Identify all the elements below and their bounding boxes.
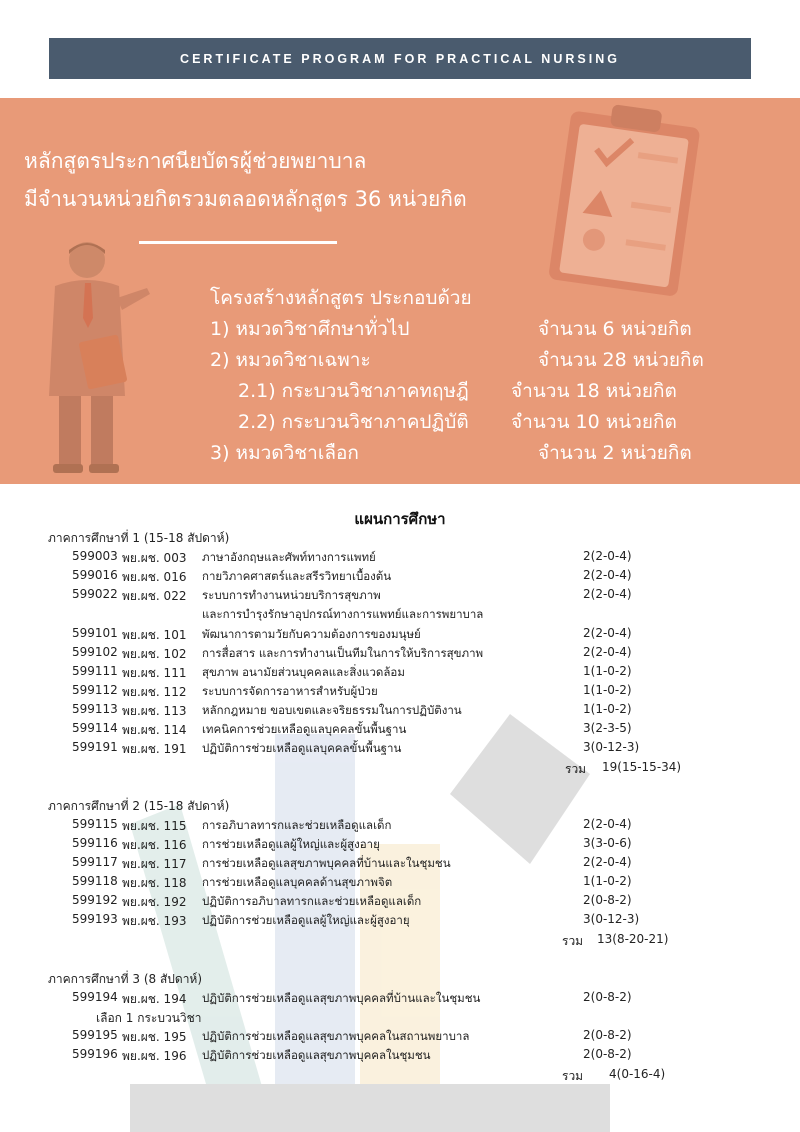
semester-heading: ภาคการศึกษาที่ 2 (15-18 สัปดาห์) bbox=[48, 799, 230, 813]
course-credit: 3(3-0-6) bbox=[583, 836, 632, 850]
course-code: พย.ผช. 196 bbox=[122, 1049, 187, 1063]
course-credit: 2(2-0-4) bbox=[583, 587, 632, 601]
structure-item-label: 1) หมวดวิชาศึกษาทั่วไป bbox=[210, 318, 410, 340]
course-credit: 2(2-0-4) bbox=[583, 855, 632, 869]
course-credit: 3(0-12-3) bbox=[583, 912, 640, 926]
semester-heading: ภาคการศึกษาที่ 1 (15-18 สัปดาห์) bbox=[48, 531, 230, 545]
course-name-continued: และการบำรุงรักษาอุปกรณ์ทางการแพทย์และการพยาบาล bbox=[202, 607, 484, 621]
course-id: 599112 bbox=[72, 683, 118, 697]
course-code: พย.ผช. 115 bbox=[122, 819, 187, 833]
course-code: พย.ผช. 118 bbox=[122, 876, 187, 890]
semester-total-value: 13(8-20-21) bbox=[597, 932, 669, 946]
course-credit: 2(0-8-2) bbox=[583, 1028, 632, 1042]
course-code: พย.ผช. 003 bbox=[122, 551, 187, 565]
course-code: พย.ผช. 195 bbox=[122, 1030, 187, 1044]
course-code: พย.ผช. 022 bbox=[122, 589, 187, 603]
course-name: การสื่อสาร และการทำงานเป็นทีมในการให้บริการสุขภาพ bbox=[202, 646, 484, 660]
course-credit: 1(1-0-2) bbox=[583, 874, 632, 888]
course-credit: 3(2-3-5) bbox=[583, 721, 632, 735]
course-credit: 2(0-8-2) bbox=[583, 1047, 632, 1061]
course-code: พย.ผช. 192 bbox=[122, 895, 187, 909]
course-credit: 2(2-0-4) bbox=[583, 626, 632, 640]
teacher-illustration bbox=[25, 238, 160, 478]
hero-divider bbox=[139, 241, 337, 244]
structure-item-credits: จำนวน 18 หน่วยกิต bbox=[511, 380, 677, 402]
course-credit: 2(2-0-4) bbox=[583, 549, 632, 563]
course-id: 599191 bbox=[72, 740, 118, 754]
course-id: 599115 bbox=[72, 817, 118, 831]
course-name: ระบบการจัดการอาหารสำหรับผู้ป่วย bbox=[202, 684, 378, 698]
structure-item-label: 2.2) กระบวนวิชาภาคปฏิบัติ bbox=[238, 411, 469, 433]
course-code: พย.ผช. 116 bbox=[122, 838, 187, 852]
course-name: ปฏิบัติการช่วยเหลือดูแลผู้ใหญ่และผู้สูงอายุ bbox=[202, 913, 410, 927]
semester-total-label: รวม bbox=[562, 1069, 584, 1083]
course-name: ระบบการทำงานหน่วยบริการสุขภาพ bbox=[202, 588, 381, 602]
course-credit: 2(0-8-2) bbox=[583, 893, 632, 907]
course-id: 599195 bbox=[72, 1028, 118, 1042]
course-name: การช่วยเหลือดูแลสุขภาพบุคคลที่บ้านและในชุมชน bbox=[202, 856, 451, 870]
clipboard-icon bbox=[520, 98, 720, 298]
structure-item-credits: จำนวน 6 หน่วยกิต bbox=[538, 318, 692, 340]
course-id: 599194 bbox=[72, 990, 118, 1004]
course-code: พย.ผช. 114 bbox=[122, 723, 187, 737]
course-id: 599111 bbox=[72, 664, 118, 678]
plan-title: แผนการศึกษา bbox=[354, 510, 446, 528]
course-name: ปฏิบัติการช่วยเหลือดูแลสุขภาพบุคคลในชุมชน bbox=[202, 1048, 431, 1062]
course-name: การอภิบาลทารกและช่วยเหลือดูแลเด็ก bbox=[202, 818, 392, 832]
course-credit: 1(1-0-2) bbox=[583, 702, 632, 716]
hero-section bbox=[0, 98, 800, 484]
course-credit: 2(2-0-4) bbox=[583, 568, 632, 582]
semester-total-value: 19(15-15-34) bbox=[602, 760, 682, 774]
course-credit: 2(2-0-4) bbox=[583, 817, 632, 831]
structure-item-credits: จำนวน 28 หน่วยกิต bbox=[538, 349, 704, 371]
course-code: พย.ผช. 102 bbox=[122, 647, 187, 661]
course-id: 599101 bbox=[72, 626, 118, 640]
course-code: พย.ผช. 113 bbox=[122, 704, 187, 718]
course-code: พย.ผช. 016 bbox=[122, 570, 187, 584]
structure-item-credits: จำนวน 10 หน่วยกิต bbox=[511, 411, 677, 433]
semester-total-value: 4(0-16-4) bbox=[609, 1067, 666, 1081]
course-id: 599117 bbox=[72, 855, 118, 869]
semester-heading: ภาคการศึกษาที่ 3 (8 สัปดาห์) bbox=[48, 972, 203, 986]
course-name: สุขภาพ อนามัยส่วนบุคคลและสิ่งแวดล้อม bbox=[202, 665, 405, 679]
structure-item-credits: จำนวน 2 หน่วยกิต bbox=[538, 442, 692, 464]
course-id: 599196 bbox=[72, 1047, 118, 1061]
course-code: พย.ผช. 112 bbox=[122, 685, 187, 699]
course-name: ปฏิบัติการช่วยเหลือดูแลบุคคลขั้นพื้นฐาน bbox=[202, 741, 402, 755]
course-id: 599113 bbox=[72, 702, 118, 716]
course-code: พย.ผช. 193 bbox=[122, 914, 187, 928]
course-credit: 2(2-0-4) bbox=[583, 645, 632, 659]
structure-item-label: 2) หมวดวิชาเฉพาะ bbox=[210, 349, 371, 371]
course-id: 599003 bbox=[72, 549, 118, 563]
semester-total-label: รวม bbox=[565, 762, 587, 776]
course-id: 599192 bbox=[72, 893, 118, 907]
course-id: 599116 bbox=[72, 836, 118, 850]
elective-note: เลือก 1 กระบวนวิชา bbox=[96, 1011, 202, 1025]
program-banner: CERTIFICATE PROGRAM FOR PRACTICAL NURSING bbox=[49, 38, 751, 79]
course-id: 599193 bbox=[72, 912, 118, 926]
course-name: กายวิภาคศาสตร์และสรีรวิทยาเบื้องต้น bbox=[202, 569, 392, 583]
course-credit: 1(1-0-2) bbox=[583, 664, 632, 678]
course-name: ปฏิบัติการช่วยเหลือดูแลสุขภาพบุคคลที่บ้านและในชุมชน bbox=[202, 991, 481, 1005]
course-id: 599118 bbox=[72, 874, 118, 888]
course-credit: 2(0-8-2) bbox=[583, 990, 632, 1004]
structure-item-label: 3) หมวดวิชาเลือก bbox=[210, 442, 359, 464]
course-code: พย.ผช. 194 bbox=[122, 992, 187, 1006]
course-name: เทคนิคการช่วยเหลือดูแลบุคคลขั้นพื้นฐาน bbox=[202, 722, 407, 736]
course-credit: 3(0-12-3) bbox=[583, 740, 640, 754]
course-id: 599022 bbox=[72, 587, 118, 601]
course-name: หลักกฎหมาย ขอบเขตและจริยธรรมในการปฏิบัติงาน bbox=[202, 703, 462, 717]
course-name: ภาษาอังกฤษและศัพท์ทางการแพทย์ bbox=[202, 550, 376, 564]
hero-title-line2: มีจำนวนหน่วยกิตรวมตลอดหลักสูตร 36 หน่วยกิต bbox=[24, 187, 467, 211]
structure-heading: โครงสร้างหลักสูตร ประกอบด้วย bbox=[210, 287, 472, 309]
course-name: พัฒนาการตามวัยกับความต้องการของมนุษย์ bbox=[202, 627, 421, 641]
course-code: พย.ผช. 101 bbox=[122, 628, 187, 642]
course-code: พย.ผช. 117 bbox=[122, 857, 187, 871]
hero-title-line1: หลักสูตรประกาศนียบัตรผู้ช่วยพยาบาล bbox=[24, 149, 367, 173]
course-code: พย.ผช. 191 bbox=[122, 742, 187, 756]
course-name: ปฏิบัติการช่วยเหลือดูแลสุขภาพบุคคลในสถานพยาบาล bbox=[202, 1029, 470, 1043]
structure-item-label: 2.1) กระบวนวิชาภาคทฤษฎี bbox=[238, 380, 469, 402]
course-code: พย.ผช. 111 bbox=[122, 666, 187, 680]
semester-total-label: รวม bbox=[562, 934, 584, 948]
course-credit: 1(1-0-2) bbox=[583, 683, 632, 697]
course-id: 599102 bbox=[72, 645, 118, 659]
course-id: 599114 bbox=[72, 721, 118, 735]
course-name: ปฏิบัติการอภิบาลทารกและช่วยเหลือดูแลเด็ก bbox=[202, 894, 422, 908]
course-name: การช่วยเหลือดูแลบุคคลด้านสุขภาพจิต bbox=[202, 875, 393, 889]
course-name: การช่วยเหลือดูแลผู้ใหญ่และผู้สูงอายุ bbox=[202, 837, 380, 851]
course-id: 599016 bbox=[72, 568, 118, 582]
